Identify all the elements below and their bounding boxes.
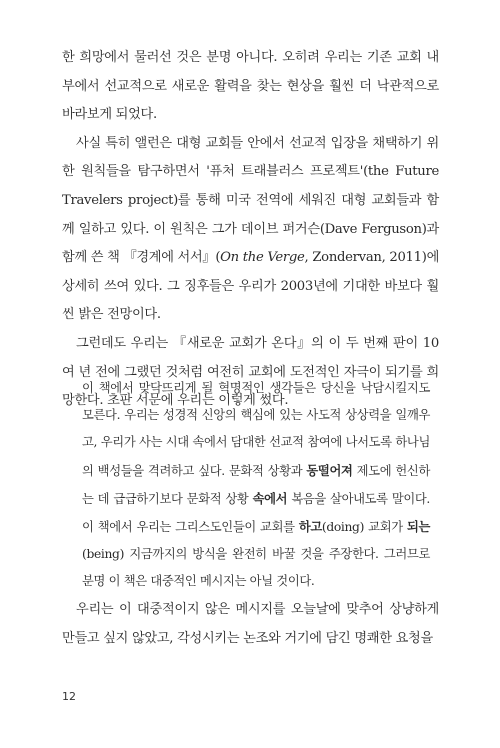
paragraph-2-text-a: 사실 특히 앨런은 대형 교회들 안에서 선교적 입장을 채택하기 위한 원칙들을 탐구하면서 '퓨처 트래블러스 프로젝트'(the Future Travelers project)를 통해 미국 전역에 세워진 대형 교회들과 함께 일하고 있다. 이 원칙은 그가 데이브 퍼거슨(Dave Ferguson)과 함께 쓴 책 『경계에 서서』( <box>62 135 439 266</box>
main-text <box>62 44 439 416</box>
quote-emphasis-1: 동떨어져 <box>306 462 353 478</box>
paragraph-3: 그런데도 우리는 『새로운 교회가 온다』의 이 두 번째 판이 10여 년 전에 그랬던 것처럼 여전히 교회에 도전적인 자극이 되기를 희망한다. 초판 서문에 우리는 이렇게 썼다. <box>62 335 439 409</box>
paragraph-1: 한 희망에서 물러선 것은 분명 아니다. 오히려 우리는 기존 교회 내부에서 선교적으로 새로운 활력을 찾는 현상을 훨씬 더 낙관적으로 바라보게 되었다. <box>62 50 439 123</box>
closing-text <box>62 596 439 653</box>
quote-paragraph <box>82 375 430 596</box>
quote-text-c: 복음을 살아내도록 말이다. 이 책에서 우리는 그리스도인들이 교회를 <box>82 491 430 535</box>
block-quote <box>82 375 430 596</box>
quote-emphasis-2: 속에서 <box>252 490 288 506</box>
quote-text-d: (doing) 교회가 <box>321 520 407 535</box>
closing-paragraph: 우리는 이 대중적이지 않은 메시지를 오늘날에 맞추어 상냥하게 만들고 싶지 않았고, 각성시키는 논조와 거기에 담긴 명쾌한 요청을 <box>62 602 439 646</box>
quote-text-a: 이 책에서 맞닥뜨리게 될 혁명적인 생각들은 당신을 낙담시킬지도 모른다. 우리는 성경적 신앙의 핵심에 있는 사도적 상상력을 일깨우고, 우리가 사는 시대 속에서 담대한 선교적 참여에 나서도록 하나님의 백성들을 격려하고 싶다. 문화적 상황과 <box>82 381 430 478</box>
paragraph-2 <box>62 130 439 330</box>
quote-emphasis-3: 하고 <box>298 519 322 535</box>
book-title-italic: On the Verge <box>220 250 305 266</box>
quote-emphasis-4: 되는 <box>406 519 430 535</box>
quote-text-e: (being) 지금까지의 방식을 완전히 바꿀 것을 주장한다. 그러므로 분명 이 책은 대중적인 메시지는 아닐 것이다. <box>82 547 430 589</box>
page-number: 12 <box>62 690 76 703</box>
paragraph-2-text-b: , Zondervan, 2011)에 상세히 쓰여 있다. 그 징후들은 우리가 2003년에 기대한 바보다 훨씬 밝은 전망이다. <box>62 250 440 323</box>
quote-text-b: 제도에 헌신하는 데 급급하기보다 문화적 상황 <box>82 463 430 506</box>
